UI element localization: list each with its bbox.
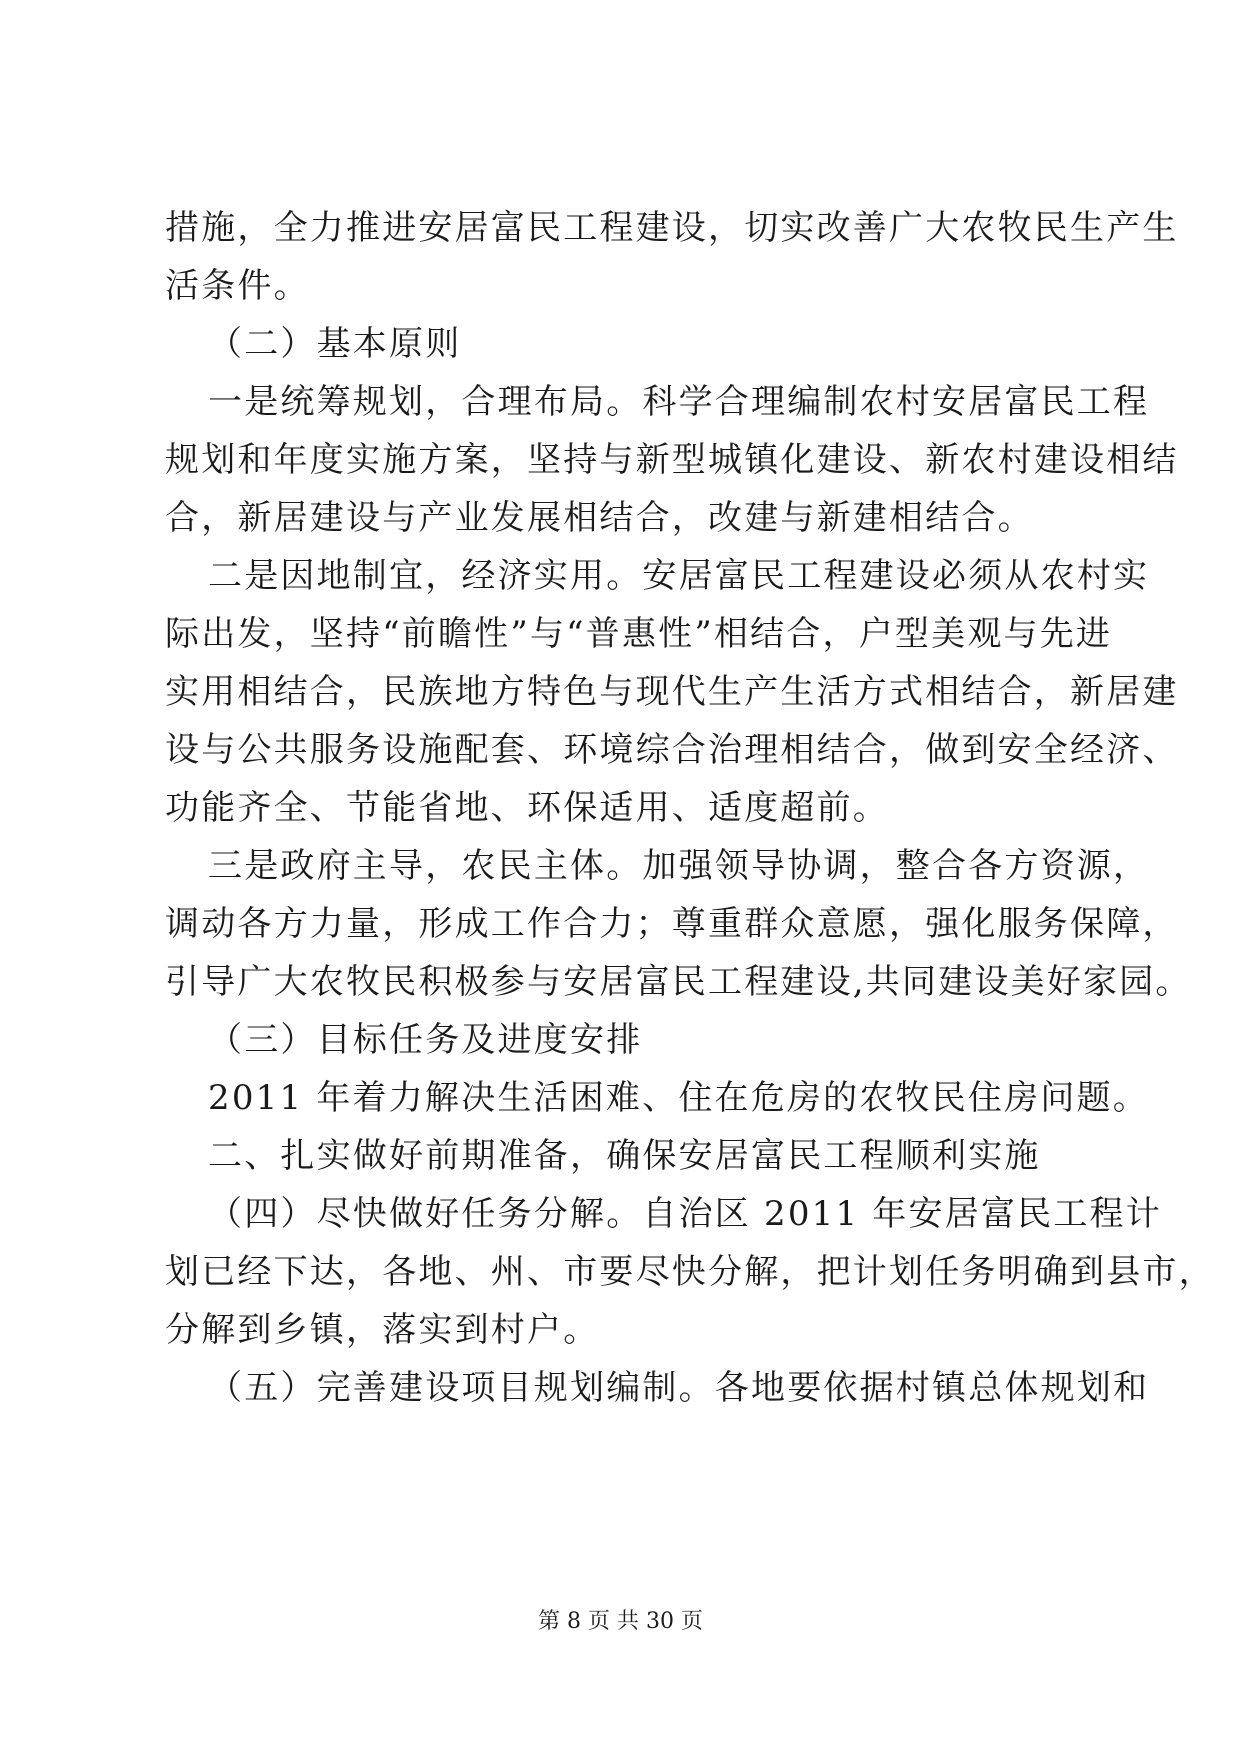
- body-line-14: 引导广大农牧民积极参与安居富民工程建设,共同建设美好家园。: [165, 962, 1192, 1002]
- body-line-9: 实用相结合，民族地方特色与现代生产生活方式相结合，新居建: [165, 672, 1179, 712]
- section-heading-preparation: 二、扎实做好前期准备，确保安居富民工程顺利实施: [208, 1136, 1041, 1176]
- body-line-4: 一是统筹规划，合理布局。科学合理编制农村安居富民工程: [208, 382, 1150, 422]
- body-line-8: 际出发，坚持“前瞻性”与“普惠性”相结合，户型美观与先进: [165, 614, 1113, 654]
- body-line-11: 功能齐全、节能省地、环保适用、适度超前。: [165, 788, 889, 828]
- section-heading-targets: （三）目标任务及进度安排: [208, 1020, 643, 1060]
- body-line-7: 二是因地制宜，经济实用。安居富民工程建设必须从农村实: [208, 556, 1150, 596]
- body-line-20: 分解到乡镇，落实到村户。: [165, 1310, 600, 1350]
- body-line-6: 合，新居建设与产业发展相结合，改建与新建相结合。: [165, 498, 1034, 538]
- body-line-18: （四）尽快做好任务分解。自治区 2011 年安居富民工程计: [208, 1194, 1162, 1234]
- body-line-19: 划已经下达，各地、州、市要尽快分解，把计划任务明确到县市，: [165, 1252, 1215, 1292]
- body-line-13: 调动各方力量，形成工作合力；尊重群众意愿，强化服务保障，: [165, 904, 1179, 944]
- body-line-16: 2011 年着力解决生活困难、住在危房的农牧民住房问题。: [208, 1078, 1149, 1118]
- body-line-5: 规划和年度实施方案，坚持与新型城镇化建设、新农村建设相结: [165, 440, 1179, 480]
- page-footer: 第 8 页 共 30 页: [538, 1609, 703, 1634]
- body-line-10: 设与公共服务设施配套、环境综合治理相结合，做到安全经济、: [165, 730, 1179, 770]
- body-line-1: 措施，全力推进安居富民工程建设，切实改善广大农牧民生产生: [165, 208, 1179, 248]
- body-line-21: （五）完善建设项目规划编制。各地要依据村镇总体规划和: [208, 1368, 1150, 1408]
- section-heading-principles: （二）基本原则: [208, 324, 462, 364]
- body-line-12: 三是政府主导，农民主体。加强领导协调，整合各方资源，: [208, 846, 1150, 886]
- body-line-2: 活条件。: [165, 266, 310, 306]
